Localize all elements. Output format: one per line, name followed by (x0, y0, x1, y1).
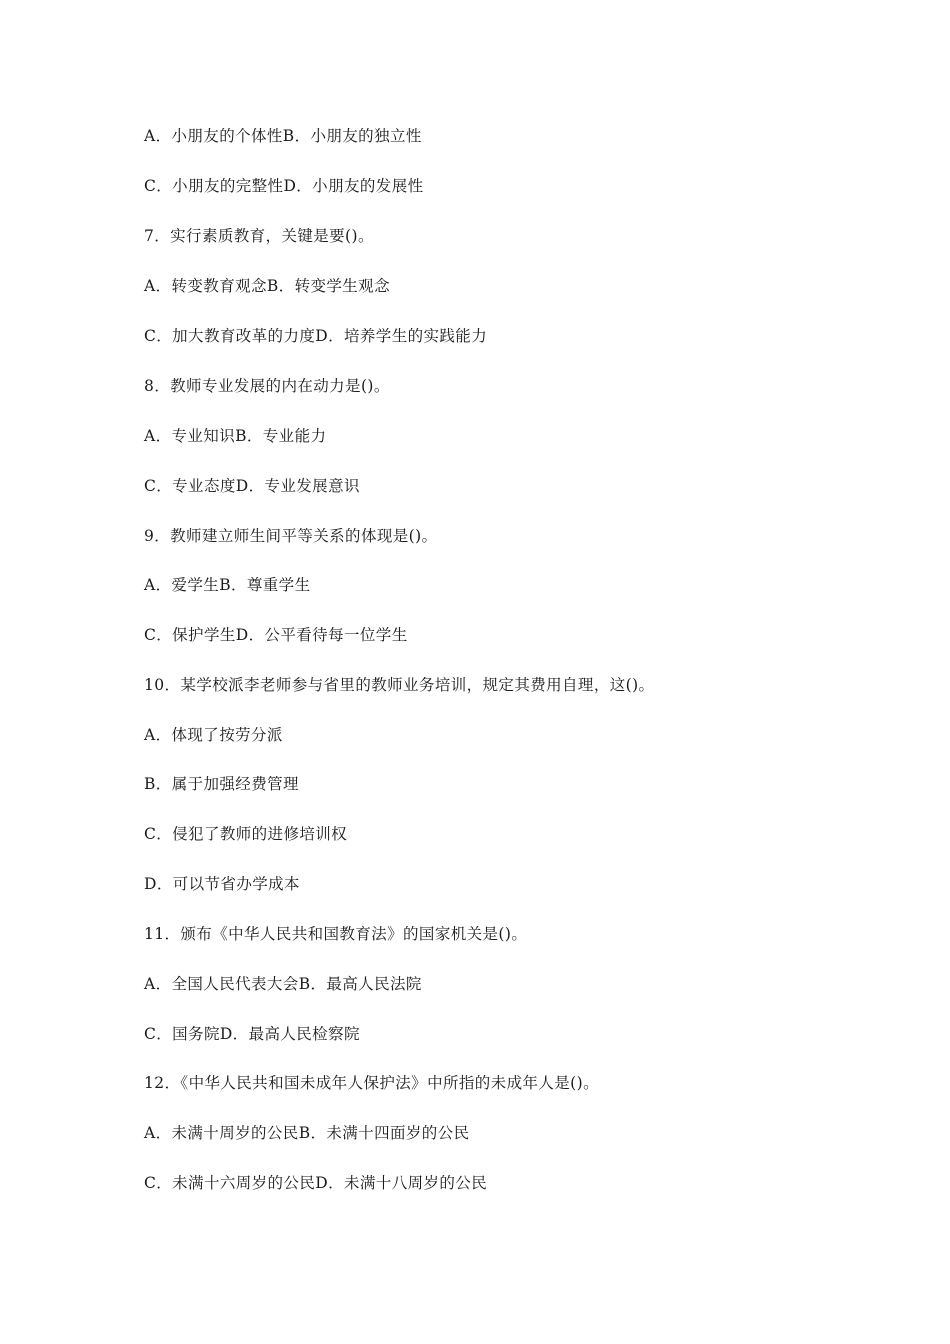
question-10-stem: 10．某学校派李老师参与省里的教师业务培训，规定其费用自理，这()。 (144, 676, 655, 694)
question-8-options-cd: C．专业态度D．专业发展意识 (144, 477, 360, 495)
question-11-options-cd: C．国务院D．最高人民检察院 (144, 1025, 360, 1043)
question-12-stem: 12．《中华人民共和国未成年人保护法》中所指的未成年人是()。 (144, 1074, 599, 1092)
question-10-option-b: B．属于加强经费管理 (144, 775, 299, 793)
question-10-option-a: A．体现了按劳分派 (144, 726, 283, 744)
question-9-stem: 9．教师建立师生间平等关系的体现是()。 (144, 527, 438, 545)
question-7-stem: 7．实行素质教育，关键是要()。 (144, 227, 374, 245)
question-9-options-cd: C．保护学生D．公平看待每一位学生 (144, 626, 408, 644)
question-7-options-ab: A．转变教育观念B．转变学生观念 (144, 277, 390, 295)
question-7-options-cd: C．加大教育改革的力度D．培养学生的实践能力 (144, 327, 488, 345)
question-11-options-ab: A．全国人民代表大会B．最高人民法院 (144, 975, 422, 993)
question-10-option-d: D．可以节省办学成本 (144, 875, 300, 893)
question-8-stem: 8．教师专业发展的内在动力是()。 (144, 377, 390, 395)
question-8-options-ab: A．专业知识B．专业能力 (144, 427, 327, 445)
question-10-option-c: C．侵犯了教师的进修培训权 (144, 825, 348, 843)
question-11-stem: 11．颁布《中华人民共和国教育法》的国家机关是()。 (144, 925, 528, 943)
question-12-options-cd: C．未满十六周岁的公民D．未满十八周岁的公民 (144, 1174, 488, 1192)
question-9-options-ab: A．爱学生B．尊重学生 (144, 576, 311, 594)
question-6-options-cd: C．小朋友的完整性D．小朋友的发展性 (144, 177, 424, 195)
question-12-options-ab: A．未满十周岁的公民B．未满十四面岁的公民 (144, 1124, 470, 1142)
question-6-options-ab: A．小朋友的个体性B．小朋友的独立性 (144, 127, 422, 145)
